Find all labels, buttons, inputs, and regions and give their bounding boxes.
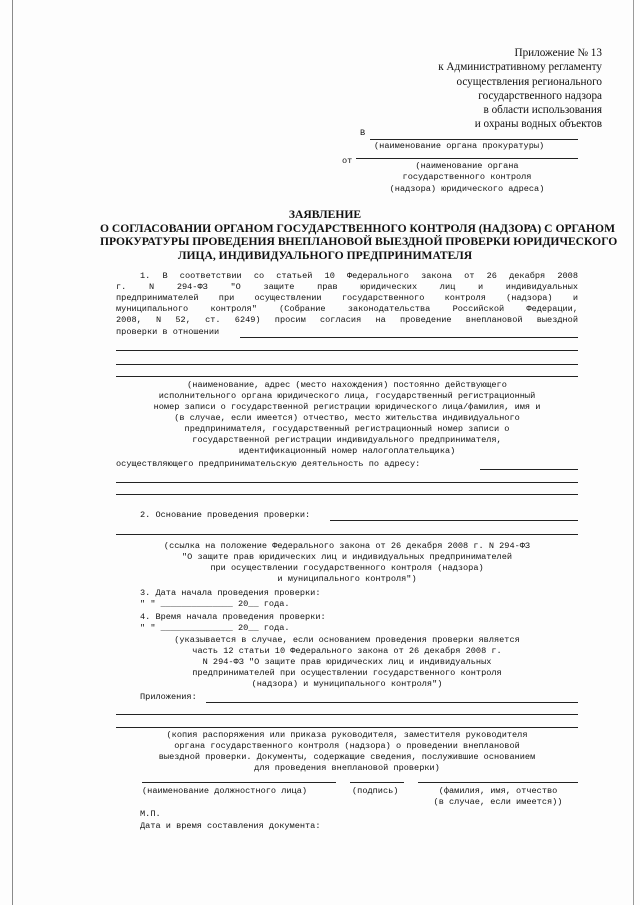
section1-line: 2008, N 52, ст. 6249) просим согласия на проведение внеплановой выездной xyxy=(116,315,578,325)
annex-line: к Административному регламенту xyxy=(438,61,602,74)
start-time-field[interactable]: " " ______________ 20__ года. xyxy=(140,623,290,633)
annex-line: и охраны водных объектов xyxy=(474,118,602,131)
title-line: ЗАЯВЛЕНИЕ xyxy=(288,208,362,221)
stamp-mark: М.П. xyxy=(140,809,161,819)
section1-line: г. N 294-ФЗ "О защите прав юридических лиц и индивидуальных xyxy=(116,282,578,292)
section1-line: муниципального контроля" (Собрание законодательства Российской Федерации, xyxy=(116,304,578,314)
title-line: ЛИЦА, ИНДИВИДУАЛЬНОГО ПРЕДПРИНИМАТЕЛЯ xyxy=(177,248,473,262)
prosecutor-field-line[interactable] xyxy=(370,139,578,140)
page-edge-right xyxy=(633,0,634,905)
subject-caption: государственной регистрации индивидуального предпринимателя, xyxy=(192,435,502,445)
subject-field-line[interactable] xyxy=(116,350,578,351)
section1-line: 1. В соответствии со статьей 10 Федерального закона от 26 декабря 2008 xyxy=(140,271,578,281)
start-date-field[interactable]: " " ______________ 20__ года. xyxy=(140,599,290,609)
activity-address-line[interactable] xyxy=(480,469,578,470)
subject-caption: (в случае, если имеется) отчество, место жительства индивидуального xyxy=(174,413,520,423)
subject-field-line[interactable] xyxy=(116,364,578,365)
grounds-caption: (ссылка на положение Федерального закона от 26 декабря 2008 г. N 294-ФЗ xyxy=(163,541,531,551)
subject-caption: (наименование, адрес (место нахождения) постоянно действующего xyxy=(187,380,507,390)
subject-caption: идентификационный номер налогоплательщика) xyxy=(238,446,456,456)
annex-header xyxy=(438,46,602,132)
section4-label: 4. Время начала проведения проверки: xyxy=(140,612,326,622)
document-datetime-label: Дата и время составления документа: xyxy=(140,821,321,831)
grounds-field-line[interactable] xyxy=(330,520,578,521)
authority-caption-3: (надзора) юридического адреса) xyxy=(389,184,545,194)
attachments-caption: (копия распоряжения или приказа руководителя, заместителя руководителя xyxy=(166,730,528,740)
full-name-caption: (в случае, если имеется)) xyxy=(433,797,563,807)
grounds-caption: "О защите прав юридических лиц и индивидуальных предпринимателей xyxy=(181,552,513,562)
document-title xyxy=(100,208,618,262)
position-field-line[interactable] xyxy=(142,782,336,783)
to-prefix: В xyxy=(360,128,366,138)
time-caption: предпринимателей при осуществлении государственного контроля xyxy=(192,668,502,678)
grounds-caption: и муниципального контроля") xyxy=(277,574,417,584)
attachments-field-line[interactable] xyxy=(206,702,578,703)
authority-caption-1: (наименование органа xyxy=(415,161,519,171)
section1-tail: проверки в отношении xyxy=(116,327,220,337)
section2-label: 2. Основание проведения проверки: xyxy=(140,510,311,520)
time-caption: (надзора) и муниципального контроля") xyxy=(251,679,443,689)
authority-field-line[interactable] xyxy=(356,158,578,159)
grounds-caption: при осуществлении государственного контроля (надзора) xyxy=(210,563,484,573)
time-caption: N 294-ФЗ "О защите прав юридических лиц и индивидуальных xyxy=(202,657,492,667)
attachments-label: Приложения: xyxy=(140,692,197,702)
signature-field-line[interactable] xyxy=(350,782,404,783)
annex-line: Приложение № 13 xyxy=(514,47,602,59)
attachments-field-line[interactable] xyxy=(116,727,578,728)
attachments-caption: выездной проверки. Документы, содержащие сведения, послужившие основанием xyxy=(158,752,536,762)
activity-address-label: осуществляющего предпринимательскую деятельность по адресу: xyxy=(116,459,421,469)
title-line: ПРОКУРАТУРЫ ПРОВЕДЕНИЯ ВНЕПЛАНОВОЙ ВЫЕЗДНОЙ ПРОВЕРКИ ЮРИДИЧЕСКОГО xyxy=(100,235,618,249)
attachments-caption: для проведения внеплановой проверки) xyxy=(254,763,440,773)
subject-caption: номер записи о государственной регистрации юридического лица/фамилия, имя и xyxy=(153,402,541,412)
attachments-caption: органа государственного контроля (надзора) о проведении внеплановой xyxy=(174,741,520,751)
signature-caption: (подпись) xyxy=(352,786,399,796)
attachments-field-line[interactable] xyxy=(116,714,578,715)
full-name-field-line[interactable] xyxy=(418,782,578,783)
subject-field-line[interactable] xyxy=(240,337,578,338)
subject-caption: предпринимателя, государственный регистрационный номер записи о xyxy=(184,424,510,434)
from-prefix: от xyxy=(342,156,353,166)
activity-address-line[interactable] xyxy=(116,482,578,483)
time-caption: часть 12 статьи 10 Федерального закона от 26 декабря 2008 г. xyxy=(192,646,502,656)
title-line: О СОГЛАСОВАНИИ ОРГАНОМ ГОСУДАРСТВЕННОГО КОНТРОЛЯ (НАДЗОРА) С ОРГАНОМ xyxy=(100,221,616,235)
section1-line: предпринимателей при осуществлении государственного контроля (надзора) и xyxy=(116,293,578,303)
page-edge-left xyxy=(12,0,13,905)
subject-caption: исполнительного органа юридического лица, государственный регистрационный xyxy=(158,391,536,401)
authority-caption-2: государственного контроля xyxy=(402,172,532,182)
section3-label: 3. Дата начала проведения проверки: xyxy=(140,588,321,598)
annex-line: государственного надзора xyxy=(478,89,602,102)
time-caption: (указывается в случае, если основанием проведения проверки является xyxy=(174,635,520,645)
position-caption: (наименование должностного лица) xyxy=(142,786,308,796)
activity-address-line[interactable] xyxy=(116,494,578,495)
prosecutor-caption: (наименование органа прокуратуры) xyxy=(374,141,545,151)
subject-field-line[interactable] xyxy=(116,376,578,377)
full-name-caption: (фамилия, имя, отчество xyxy=(438,786,558,796)
annex-line: осуществления регионального xyxy=(456,75,602,88)
grounds-field-line[interactable] xyxy=(116,534,578,535)
annex-line: в области использования xyxy=(483,104,602,117)
